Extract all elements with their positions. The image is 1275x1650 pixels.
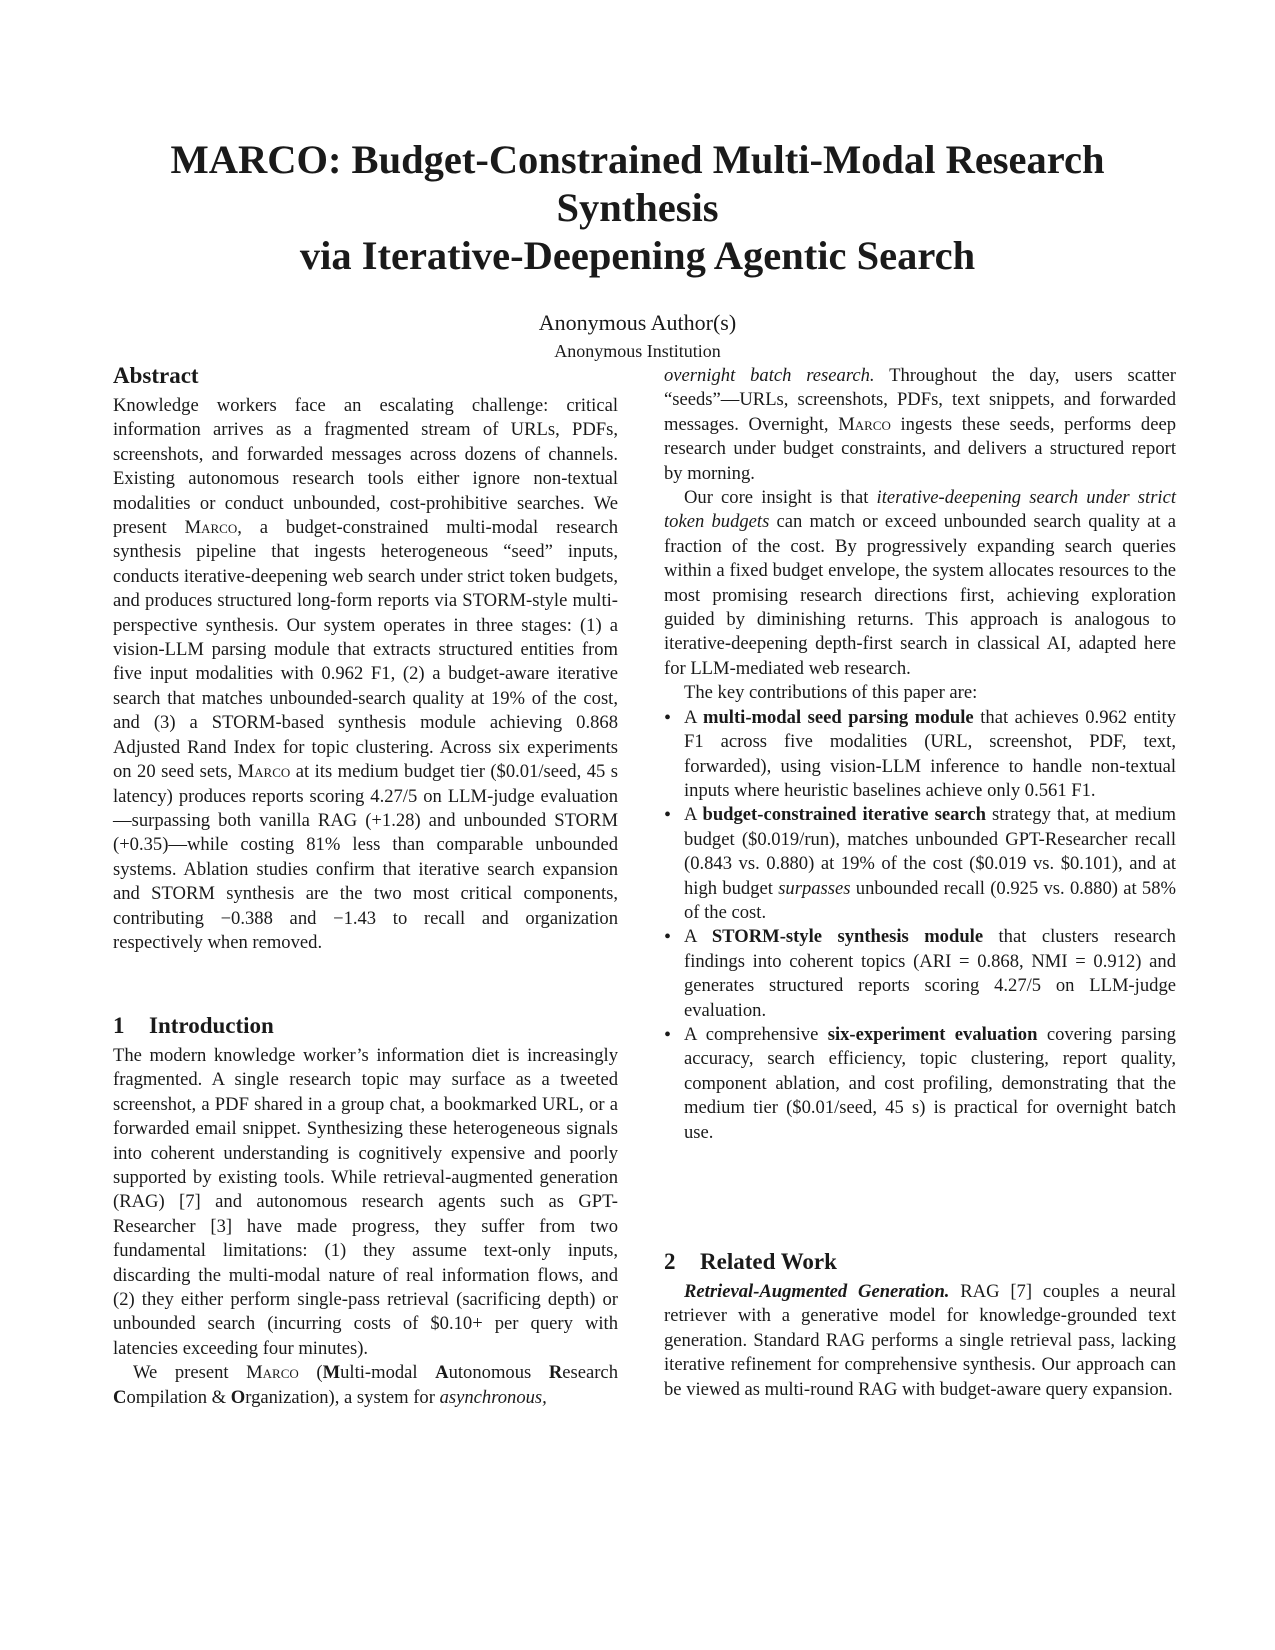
authors: Anonymous Author(s) [538, 310, 737, 335]
title-line-3: via Iterative-Deepening Agentic Search [299, 233, 976, 278]
list-item: • A budget-constrained iterative search strategy that, at medium budget ($0.019/run), matches unbounded GPT-Researcher recall (0.843 vs. 0.880) at 19% of the cost ($0.019 vs. $0.101), and at high budget surpasses unbounded recall (0.925 vs. 0.880) at 58% of the cost. [664, 803, 1176, 925]
abstract-heading: Abstract [113, 363, 199, 388]
list-item: • A multi-modal seed parsing module that achieves 0.962 entity F1 across five modalities (URL, screenshot, PDF, text, forwarded), using vision-LLM inference to handle non-textual inputs where heuristic baselines achieve only 0.561 F1. [664, 706, 1176, 804]
related-paragraph-1: Retrieval-Augmented Generation. RAG [7] couples a neural retriever with a generative model for knowledge-grounded text generation. Standard RAG performs a single retrieval pass, lacking iterative refinement for comprehensive synthesis. Our approach can be viewed as multi-round RAG with budget-aware query expansion. [664, 1281, 1176, 1400]
title-line-1: MARCO: Budget-Constrained Multi-Modal Research [170, 137, 1105, 182]
paper-title [100, 136, 1175, 280]
intro-paragraph-2: We present Marco (Multi-modal Autonomous Research Compilation & Organization), a system for asynchronous, [113, 1362, 618, 1408]
section-1-heading: 1 Introduction [113, 1013, 274, 1038]
title-line-2: Synthesis [556, 185, 719, 230]
intro-paragraph-1: The modern knowledge worker’s information diet is increasingly fragmented. A single research topic may surface as a tweeted screenshot, a PDF shared in a group chat, a bookmarked URL, or a forwarded email snippet. Synthesizing these heterogeneous signals into coherent understanding is cognitively expensive and poorly supported by existing tools. While retrieval-augmented generation (RAG) [7] and autonomous research agents such as GPT-Researcher [3] have made progress, they suffer from two fundamental limitations: (1) they assume text-only inputs, discarding the multi-modal nature of real information flows, and (2) they either perform single-pass retrieval (sacrificing depth) or unbounded search (incurring costs of $0.10+ per query with latencies exceeding four minutes). [113, 1045, 618, 1359]
related-work-body [664, 1280, 1176, 1402]
intro-paragraph-4: The key contributions of this paper are: [684, 682, 978, 704]
institution: Anonymous Institution [554, 341, 721, 361]
list-item: • A STORM-style synthesis module that clusters research findings into coherent topics (ARI = 0.868, NMI = 0.912) and generates structured reports scoring 4.27/5 on LLM-judge evaluation. [664, 925, 1176, 1023]
contributions-list [664, 706, 1176, 1145]
intro-body-left [113, 1044, 618, 1410]
section-2-heading: 2 Related Work [664, 1249, 837, 1274]
abstract-body [113, 394, 618, 955]
intro-paragraph-3: Our core insight is that iterative-deepening search under strict token budgets can match or exceed unbounded search quality at a fraction of the cost. By progressively expanding search queries within a fixed budget envelope, the system allocates resources to the most promising research directions first, achieving exploration guided by diminishing returns. This approach is analogous to iterative-deepening depth-first search in classical AI, adapted here for LLM-mediated web research. [664, 487, 1177, 679]
intro-paragraph-2-continued: overnight batch research. Throughout the day, users scatter “seeds”—URLs, screenshots, PDFs, text snippets, and forwarded messages. Overnight, Marco ingests these seeds, performs deep research under budget constraints, and delivers a structured report by morning. [664, 365, 1176, 484]
list-item: • A comprehensive six-experiment evaluation covering parsing accuracy, search efficiency, topic clustering, report quality, component ablation, and cost profiling, demonstrating that the medium tier ($0.01/seed, 45 s) is practical for overnight batch use. [664, 1023, 1176, 1145]
abstract-paragraph: Knowledge workers face an escalating challenge: critical information arrives as a fragmented stream of URLs, PDFs, screenshots, and forwarded messages across dozens of channels. Existing autonomous research tools either ignore non-textual modalities or conduct unbounded, cost-prohibitive searches. We present Marco, a budget-constrained multi-modal research synthesis pipeline that ingests heterogeneous “seed” inputs, conducts iterative-deepening web search under strict token budgets, and produces structured long-form reports via STORM-style multi-perspective synthesis. Our system operates in three stages: (1) a vision-LLM parsing module that extracts structured entities from five input modalities with 0.962 F1, (2) a budget-aware iterative search that matches unbounded-search quality at 19% of the cost, and (3) a STORM-based synthesis module achieving 0.868 Adjusted Rand Index for topic clustering. Across six experiments on 20 seed sets, Marco at its medium budget tier ($0.01/seed, 45 s latency) produces reports scoring 4.27/5 on LLM-judge evaluation—surpassing both vanilla RAG (+1.28) and unbounded STORM (+0.35)—while costing 81% less than comparable unbounded systems. Ablation studies confirm that iterative search expansion and STORM synthesis are the two most critical components, contributing −0.388 and −1.43 to recall and organization respectively when removed. [113, 395, 618, 953]
intro-body-right [664, 364, 1176, 1145]
